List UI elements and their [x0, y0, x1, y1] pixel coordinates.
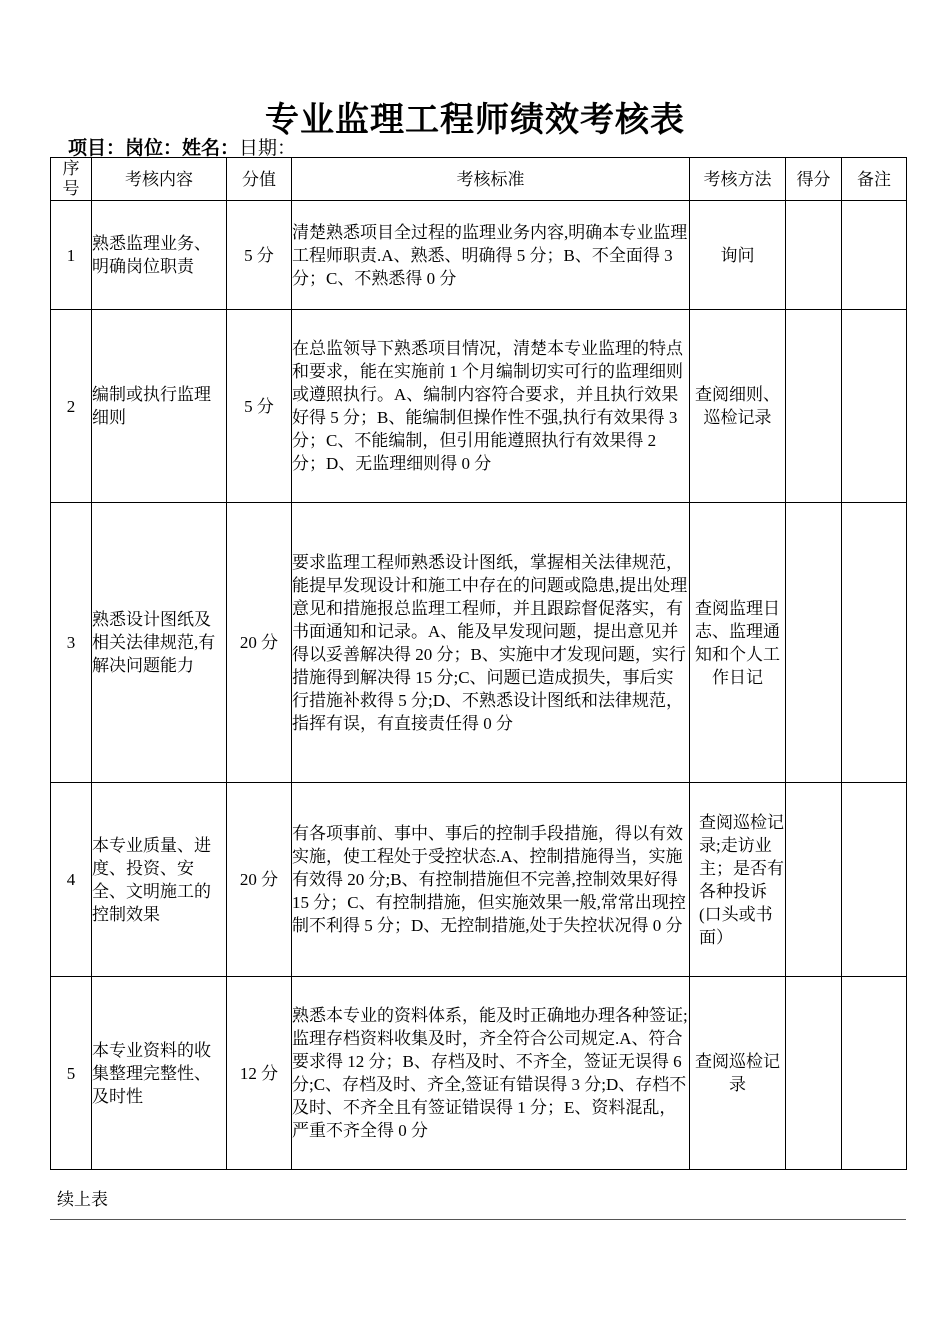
row-method: 询问	[690, 201, 786, 310]
row-got	[786, 783, 842, 977]
header-seq: 序号	[51, 158, 92, 201]
row-standard: 熟悉本专业的资料体系，能及时正确地办理各种签证;监理存档资料收集及时，齐全符合公司规定.A、符合要求得 12 分；B、存档及时、不齐全，签证无误得 6 分;C、存档及时、齐全,签证有错误得 3 分;D、存档不及时、不齐全且有签证错误得 1 分；E、资料混乱，严重不齐全得 0 分	[292, 977, 690, 1170]
table-row	[51, 310, 907, 503]
row-method: 查阅细则、巡检记录	[690, 310, 786, 503]
row-content: 熟悉监理业务、明确岗位职责	[92, 201, 227, 310]
row-score: 20 分	[227, 783, 292, 977]
row-remark	[842, 977, 907, 1170]
header-score: 分值	[227, 158, 292, 201]
row-remark	[842, 201, 907, 310]
row-remark	[842, 310, 907, 503]
header-standard: 考核标准	[292, 158, 690, 201]
continued-label: 续上表	[57, 1190, 108, 1209]
row-standard: 有各项事前、事中、事后的控制手段措施，得以有效实施，使工程处于受控状态.A、控制措施得当，实施有效得 20 分;B、有控制措施但不完善,控制效果好得 15 分；C、有控制措施，但实施效果一般,常常出现控制不利得 5 分；D、无控制措施,处于失控状况得 0 分	[292, 783, 690, 977]
table-row	[51, 783, 907, 977]
row-seq: 4	[51, 783, 92, 977]
divider	[50, 1219, 906, 1220]
row-seq: 5	[51, 977, 92, 1170]
row-got	[786, 977, 842, 1170]
table-row	[51, 201, 907, 310]
row-score: 20 分	[227, 503, 292, 783]
row-remark	[842, 503, 907, 783]
header-got: 得分	[786, 158, 842, 201]
header-fields-label: 项目：岗位：姓名：	[68, 138, 240, 159]
header-content: 考核内容	[92, 158, 227, 201]
row-got	[786, 310, 842, 503]
row-got	[786, 503, 842, 783]
assessment-table	[50, 157, 907, 1170]
page-title: 专业监理工程师绩效考核表	[265, 102, 685, 139]
row-method: 查阅巡检记录	[690, 977, 786, 1170]
date-label: 日期：	[239, 138, 297, 159]
row-content: 本专业资料的收集整理完整性、及时性	[92, 977, 227, 1170]
row-score: 5 分	[227, 310, 292, 503]
header-method: 考核方法	[690, 158, 786, 201]
row-method: 查阅巡检记录;走访业主；是否有各种投诉(口头或书面）	[690, 783, 786, 977]
row-remark	[842, 783, 907, 977]
row-standard: 要求监理工程师熟悉设计图纸，掌握相关法律规范，能提早发现设计和施工中存在的问题或隐患,提出处理意见和措施报总监理工程师，并且跟踪督促落实，有书面通知和记录。A、能及早发现问题，提出意见并得以妥善解决得 20 分；B、实施中才发现问题，实行措施得到解决得 15 分;C、问题已造成损失，事后实行措施补救得 5 分;D、不熟悉设计图纸和法律规范，指挥有误，有直接责任得 0 分	[292, 503, 690, 783]
row-standard: 在总监领导下熟悉项目情况，清楚本专业监理的特点和要求，能在实施前 1 个月编制切实可行的监理细则或遵照执行。A、编制内容符合要求，并且执行效果好得 5 分；B、能编制但操作性不强,执行有效果得 3 分；C、不能编制，但引用能遵照执行有效果得 2 分；D、无监理细则得 0 分	[292, 310, 690, 503]
row-score: 5 分	[227, 201, 292, 310]
row-score: 12 分	[227, 977, 292, 1170]
header-fields	[68, 133, 296, 160]
table-row	[51, 977, 907, 1170]
row-content: 编制或执行监理细则	[92, 310, 227, 503]
table-row	[51, 503, 907, 783]
row-standard: 清楚熟悉项目全过程的监理业务内容,明确本专业监理工程师职责.A、熟悉、明确得 5 分；B、不全面得 3 分；C、不熟悉得 0 分	[292, 201, 690, 310]
row-method: 查阅监理日志、监理通知和个人工作日记	[690, 503, 786, 783]
table-header-row	[51, 158, 907, 201]
row-content: 本专业质量、进度、投资、安全、文明施工的控制效果	[92, 783, 227, 977]
row-seq: 3	[51, 503, 92, 783]
row-seq: 2	[51, 310, 92, 503]
row-got	[786, 201, 842, 310]
header-remark: 备注	[842, 158, 907, 201]
row-seq: 1	[51, 201, 92, 310]
row-content: 熟悉设计图纸及相关法律规范,有解决问题能力	[92, 503, 227, 783]
